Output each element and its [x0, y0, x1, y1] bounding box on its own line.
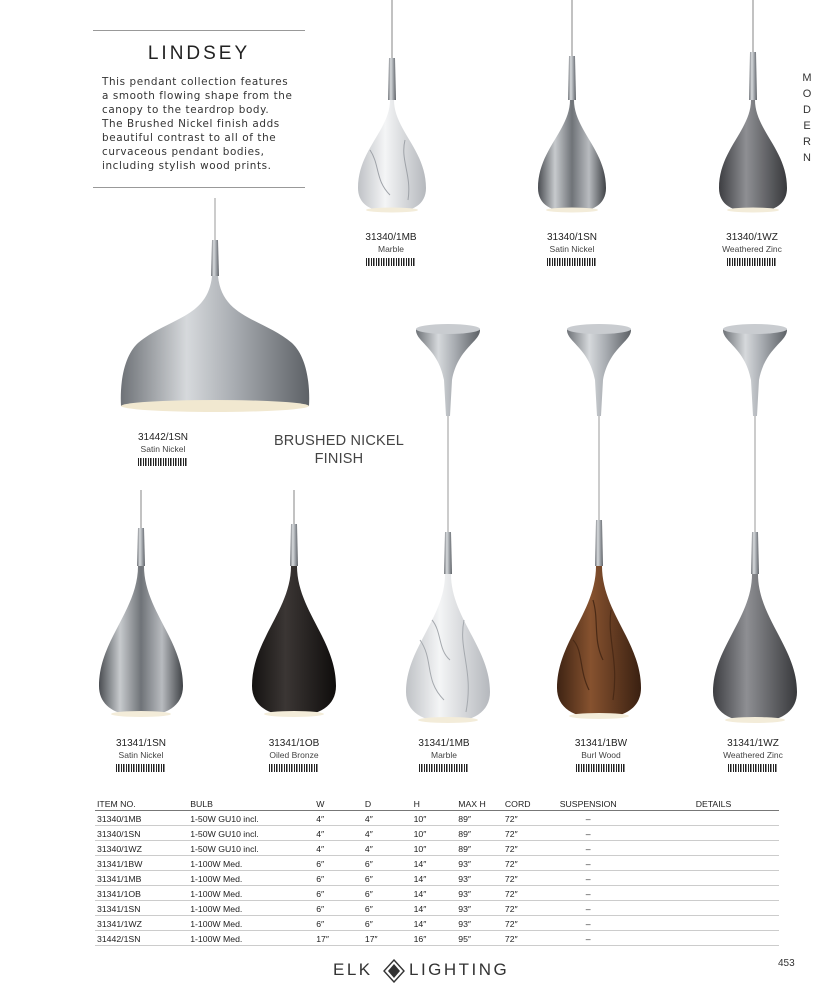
table-row: [95, 931, 779, 946]
cell-bulb: 1-50W GU10 incl.: [178, 826, 314, 841]
table-row: [95, 901, 779, 916]
brand-logo: [333, 960, 533, 982]
cell-d: 6″: [363, 916, 412, 931]
cell-item-no: 31340/1SN: [95, 826, 178, 841]
pendant-image-31442-1sn: [118, 198, 314, 416]
cell-item-no: 31341/1SN: [95, 901, 178, 916]
cell-suspension: –: [558, 871, 694, 886]
cell-item-no: 31340/1MB: [95, 811, 178, 826]
cell-bulb: 1-100W Med.: [178, 871, 314, 886]
side-letter: O: [802, 88, 814, 100]
cell-max-h: 93″: [456, 856, 503, 871]
pendant-image-31341-1ob: [249, 490, 341, 722]
product-caption: [103, 432, 223, 466]
cell-h: 16″: [412, 931, 457, 946]
col-d: D: [363, 797, 412, 811]
pendant-image-31341-1bw: [553, 320, 645, 725]
col-bulb: BULB: [178, 797, 314, 811]
cell-details: [694, 931, 779, 946]
cell-w: 6″: [314, 856, 363, 871]
page-number: 453: [778, 958, 795, 969]
intro-line: curvaceous pendant bodies,: [102, 146, 265, 158]
finish-label-line: BRUSHED NICKEL: [273, 433, 405, 449]
cell-suspension: –: [558, 916, 694, 931]
cell-d: 4″: [363, 811, 412, 826]
intro-line: canopy to the teardrop body.: [102, 104, 270, 116]
cell-details: [694, 886, 779, 901]
product-caption: [331, 232, 451, 266]
cell-details: [694, 826, 779, 841]
cell-w: 6″: [314, 886, 363, 901]
cell-suspension: –: [558, 856, 694, 871]
cell-cord: 72″: [503, 826, 558, 841]
category-side-label: [801, 70, 815, 166]
cell-d: 6″: [363, 871, 412, 886]
cell-h: 14″: [412, 901, 457, 916]
cell-d: 6″: [363, 856, 412, 871]
finish-label: [266, 432, 412, 468]
table-row: [95, 886, 779, 901]
cell-w: 4″: [314, 811, 363, 826]
side-letter: N: [803, 152, 813, 164]
cell-max-h: 93″: [456, 886, 503, 901]
table-row: [95, 811, 779, 826]
intro-line: beautiful contrast to all of the: [102, 132, 277, 144]
cell-bulb: 1-100W Med.: [178, 916, 314, 931]
barcode-icon: [727, 258, 777, 266]
product-sku: 31341/1WZ: [727, 738, 779, 749]
pendant-image-31341-1sn: [96, 490, 188, 722]
cell-cord: 72″: [503, 871, 558, 886]
pendant-image-31341-1mb: [402, 320, 494, 725]
intro-line: including stylish wood prints.: [102, 160, 272, 172]
cell-h: 14″: [412, 856, 457, 871]
cell-max-h: 89″: [456, 811, 503, 826]
side-letter: R: [803, 136, 813, 148]
barcode-icon: [269, 764, 319, 772]
product-sku: 31341/1SN: [115, 738, 167, 749]
cell-item-no: 31340/1WZ: [95, 841, 178, 856]
col-w: W: [314, 797, 363, 811]
finish-label-line: FINISH: [314, 451, 364, 467]
cell-item-no: 31442/1SN: [95, 931, 178, 946]
brand-name-right: LIGHTING: [409, 960, 510, 979]
cell-cord: 72″: [503, 901, 558, 916]
table-row: [95, 916, 779, 931]
cell-details: [694, 871, 779, 886]
cell-cord: 72″: [503, 916, 558, 931]
cell-max-h: 89″: [456, 826, 503, 841]
product-caption: [234, 738, 354, 772]
cell-w: 6″: [314, 901, 363, 916]
cell-details: [694, 901, 779, 916]
cell-item-no: 31341/1BW: [95, 856, 178, 871]
cell-h: 10″: [412, 811, 457, 826]
product-sku: 31442/1SN: [137, 432, 189, 443]
cell-h: 10″: [412, 841, 457, 856]
barcode-icon: [116, 764, 166, 772]
product-finish: Weathered Zinc: [722, 244, 782, 254]
col-h: H: [412, 797, 457, 811]
pendant-image-31340-1sn: [530, 0, 614, 215]
barcode-icon: [138, 458, 188, 466]
cell-max-h: 95″: [456, 931, 503, 946]
product-finish: Marble: [378, 244, 404, 254]
barcode-icon: [576, 764, 626, 772]
cell-suspension: –: [558, 841, 694, 856]
product-finish: Marble: [431, 750, 457, 760]
cell-cord: 72″: [503, 841, 558, 856]
product-finish: Burl Wood: [581, 750, 621, 760]
cell-cord: 72″: [503, 856, 558, 871]
cell-suspension: –: [558, 901, 694, 916]
cell-d: 4″: [363, 826, 412, 841]
cell-w: 4″: [314, 841, 363, 856]
intro-box: [93, 30, 305, 188]
product-sku: 31340/1SN: [546, 232, 598, 243]
cell-h: 10″: [412, 826, 457, 841]
intro-line: The Brushed Nickel finish adds: [102, 118, 280, 130]
side-letter: M: [802, 72, 814, 84]
cell-d: 6″: [363, 901, 412, 916]
cell-w: 4″: [314, 826, 363, 841]
cell-suspension: –: [558, 826, 694, 841]
cell-bulb: 1-50W GU10 incl.: [178, 841, 314, 856]
intro-line: a smooth flowing shape from the: [102, 90, 293, 102]
product-caption: [81, 738, 201, 772]
cell-details: [694, 856, 779, 871]
product-finish: Satin Nickel: [140, 444, 186, 454]
product-caption: [384, 738, 504, 772]
cell-suspension: –: [558, 811, 694, 826]
barcode-icon: [547, 258, 597, 266]
cell-item-no: 31341/1MB: [95, 871, 178, 886]
brand-name-left: ELK: [333, 960, 373, 979]
cell-bulb: 1-50W GU10 incl.: [178, 811, 314, 826]
pendant-image-31340-1wz: [711, 0, 795, 215]
spec-table: [95, 797, 779, 946]
product-finish: Satin Nickel: [549, 244, 595, 254]
cell-h: 14″: [412, 886, 457, 901]
cell-details: [694, 916, 779, 931]
cell-w: 17″: [314, 931, 363, 946]
col-suspension: SUSPENSION: [558, 797, 694, 811]
col-item-no: ITEM NO.: [95, 797, 178, 811]
cell-cord: 72″: [503, 886, 558, 901]
intro-line: This pendant collection features: [102, 76, 289, 88]
cell-bulb: 1-100W Med.: [178, 901, 314, 916]
cell-cord: 72″: [503, 811, 558, 826]
cell-max-h: 93″: [456, 871, 503, 886]
table-row: [95, 826, 779, 841]
product-finish: Weathered Zinc: [723, 750, 783, 760]
cell-item-no: 31341/1WZ: [95, 916, 178, 931]
product-caption: [541, 738, 661, 772]
cell-max-h: 93″: [456, 916, 503, 931]
col-cord: CORD: [503, 797, 558, 811]
cell-h: 14″: [412, 916, 457, 931]
product-sku: 31340/1MB: [365, 232, 417, 243]
cell-d: 6″: [363, 886, 412, 901]
product-sku: 31341/1OB: [268, 738, 320, 749]
product-sku: 31341/1MB: [418, 738, 470, 749]
product-sku: 31341/1BW: [574, 738, 628, 749]
table-header-row: [95, 797, 779, 811]
product-finish: Satin Nickel: [118, 750, 164, 760]
cell-bulb: 1-100W Med.: [178, 886, 314, 901]
table-row: [95, 871, 779, 886]
cell-d: 4″: [363, 841, 412, 856]
cell-cord: 72″: [503, 931, 558, 946]
cell-max-h: 89″: [456, 841, 503, 856]
cell-suspension: –: [558, 931, 694, 946]
col-max-h: MAX H: [456, 797, 503, 811]
pendant-image-31341-1wz: [709, 320, 801, 725]
product-sku: 31340/1WZ: [726, 232, 778, 243]
pendant-image-31340-1mb: [350, 0, 434, 215]
cell-bulb: 1-100W Med.: [178, 931, 314, 946]
diamond-logo-icon: [383, 959, 405, 983]
cell-w: 6″: [314, 871, 363, 886]
table-row: [95, 841, 779, 856]
cell-item-no: 31341/1OB: [95, 886, 178, 901]
cell-w: 6″: [314, 916, 363, 931]
product-caption: [512, 232, 632, 266]
cell-details: [694, 811, 779, 826]
product-caption: [693, 738, 813, 772]
intro-description: [102, 75, 305, 173]
barcode-icon: [366, 258, 416, 266]
cell-suspension: –: [558, 886, 694, 901]
barcode-icon: [728, 764, 778, 772]
side-letter: E: [803, 120, 813, 132]
cell-bulb: 1-100W Med.: [178, 856, 314, 871]
col-details: DETAILS: [694, 797, 779, 811]
cell-d: 17″: [363, 931, 412, 946]
collection-title: LINDSEY: [147, 43, 251, 64]
cell-max-h: 93″: [456, 901, 503, 916]
table-row: [95, 856, 779, 871]
side-letter: D: [803, 104, 813, 116]
product-caption: [692, 232, 812, 266]
barcode-icon: [419, 764, 469, 772]
product-finish: Oiled Bronze: [269, 750, 319, 760]
cell-h: 14″: [412, 871, 457, 886]
cell-details: [694, 841, 779, 856]
